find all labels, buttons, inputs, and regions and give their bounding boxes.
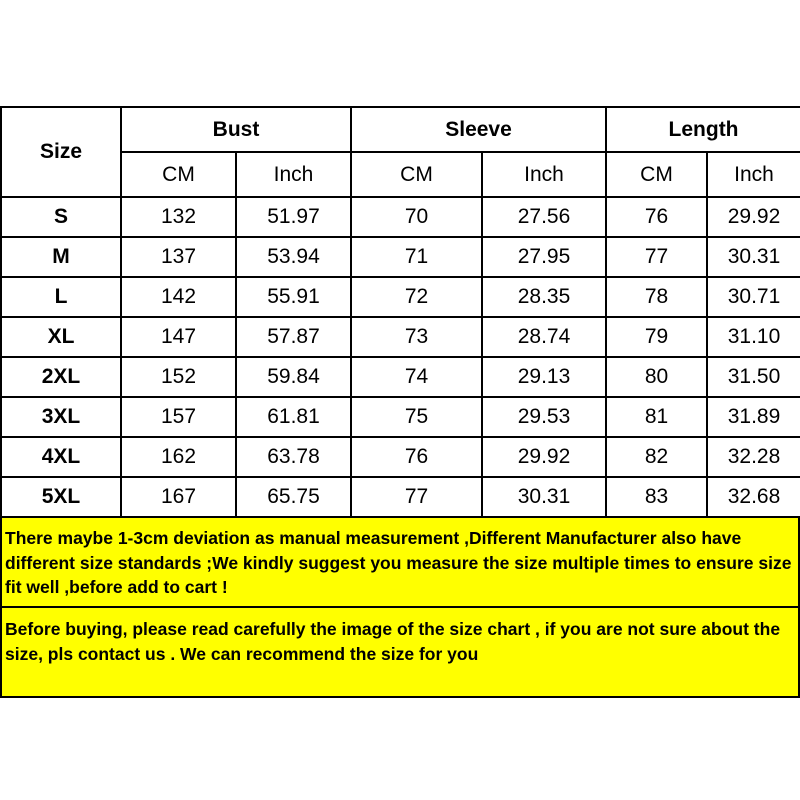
length-cm-header: CM — [606, 152, 707, 197]
bust-cm-cell: 147 — [121, 317, 236, 357]
length-inch-cell: 30.31 — [707, 237, 800, 277]
size-label: 5XL — [1, 477, 121, 517]
bust-inch-cell: 51.97 — [236, 197, 351, 237]
bust-inch-cell: 61.81 — [236, 397, 351, 437]
bust-cm-cell: 132 — [121, 197, 236, 237]
length-cm-cell: 83 — [606, 477, 707, 517]
length-cm-cell: 82 — [606, 437, 707, 477]
table-row — [1, 237, 800, 277]
length-inch-cell: 31.89 — [707, 397, 800, 437]
sleeve-group-header: Sleeve — [351, 107, 606, 152]
sleeve-inch-cell: 29.13 — [482, 357, 606, 397]
size-table-body — [1, 197, 800, 517]
length-inch-cell: 32.68 — [707, 477, 800, 517]
sleeve-inch-cell: 29.92 — [482, 437, 606, 477]
bust-cm-cell: 152 — [121, 357, 236, 397]
bust-inch-cell: 59.84 — [236, 357, 351, 397]
length-group-header: Length — [606, 107, 800, 152]
length-inch-header: Inch — [707, 152, 800, 197]
size-advice-note: Before buying, please read carefully the image of the size chart , if you are not sure about the size, pls contact us . We can recommend the size for you — [0, 608, 800, 698]
sleeve-inch-cell: 27.95 — [482, 237, 606, 277]
table-row — [1, 477, 800, 517]
bust-cm-cell: 137 — [121, 237, 236, 277]
sleeve-inch-cell: 30.31 — [482, 477, 606, 517]
length-inch-cell: 32.28 — [707, 437, 800, 477]
size-label: L — [1, 277, 121, 317]
sleeve-inch-cell: 27.56 — [482, 197, 606, 237]
sleeve-cm-header: CM — [351, 152, 482, 197]
sleeve-cm-cell: 72 — [351, 277, 482, 317]
table-row — [1, 357, 800, 397]
sleeve-cm-cell: 71 — [351, 237, 482, 277]
length-cm-cell: 81 — [606, 397, 707, 437]
bust-inch-cell: 57.87 — [236, 317, 351, 357]
unit-header-row — [1, 152, 800, 197]
length-cm-cell: 76 — [606, 197, 707, 237]
length-cm-cell: 78 — [606, 277, 707, 317]
size-label: S — [1, 197, 121, 237]
sleeve-cm-cell: 75 — [351, 397, 482, 437]
length-inch-cell: 31.10 — [707, 317, 800, 357]
bust-inch-cell: 53.94 — [236, 237, 351, 277]
deviation-note: There maybe 1-3cm deviation as manual measurement ,Different Manufacturer also have different size standards ;We kindly suggest you measure the size multiple times to ensure size fit well ,before add to cart ! — [0, 518, 800, 608]
sleeve-cm-cell: 73 — [351, 317, 482, 357]
sleeve-inch-header: Inch — [482, 152, 606, 197]
size-column-header: Size — [1, 107, 121, 197]
length-inch-cell: 31.50 — [707, 357, 800, 397]
size-chart — [0, 106, 800, 698]
bust-inch-cell: 63.78 — [236, 437, 351, 477]
size-label: M — [1, 237, 121, 277]
size-label: 4XL — [1, 437, 121, 477]
sleeve-cm-cell: 74 — [351, 357, 482, 397]
group-header-row — [1, 107, 800, 152]
table-row — [1, 317, 800, 357]
sleeve-inch-cell: 29.53 — [482, 397, 606, 437]
bust-cm-cell: 167 — [121, 477, 236, 517]
sleeve-inch-cell: 28.35 — [482, 277, 606, 317]
sleeve-cm-cell: 70 — [351, 197, 482, 237]
sleeve-cm-cell: 76 — [351, 437, 482, 477]
bust-inch-cell: 65.75 — [236, 477, 351, 517]
bust-inch-header: Inch — [236, 152, 351, 197]
table-row — [1, 277, 800, 317]
length-inch-cell: 29.92 — [707, 197, 800, 237]
bust-cm-header: CM — [121, 152, 236, 197]
table-row — [1, 437, 800, 477]
bust-cm-cell: 142 — [121, 277, 236, 317]
length-inch-cell: 30.71 — [707, 277, 800, 317]
sleeve-cm-cell: 77 — [351, 477, 482, 517]
sleeve-inch-cell: 28.74 — [482, 317, 606, 357]
bust-cm-cell: 162 — [121, 437, 236, 477]
length-cm-cell: 77 — [606, 237, 707, 277]
bust-cm-cell: 157 — [121, 397, 236, 437]
size-label: 2XL — [1, 357, 121, 397]
size-table — [0, 106, 800, 518]
table-row — [1, 197, 800, 237]
size-label: 3XL — [1, 397, 121, 437]
table-row — [1, 397, 800, 437]
length-cm-cell: 79 — [606, 317, 707, 357]
bust-group-header: Bust — [121, 107, 351, 152]
bust-inch-cell: 55.91 — [236, 277, 351, 317]
length-cm-cell: 80 — [606, 357, 707, 397]
size-label: XL — [1, 317, 121, 357]
